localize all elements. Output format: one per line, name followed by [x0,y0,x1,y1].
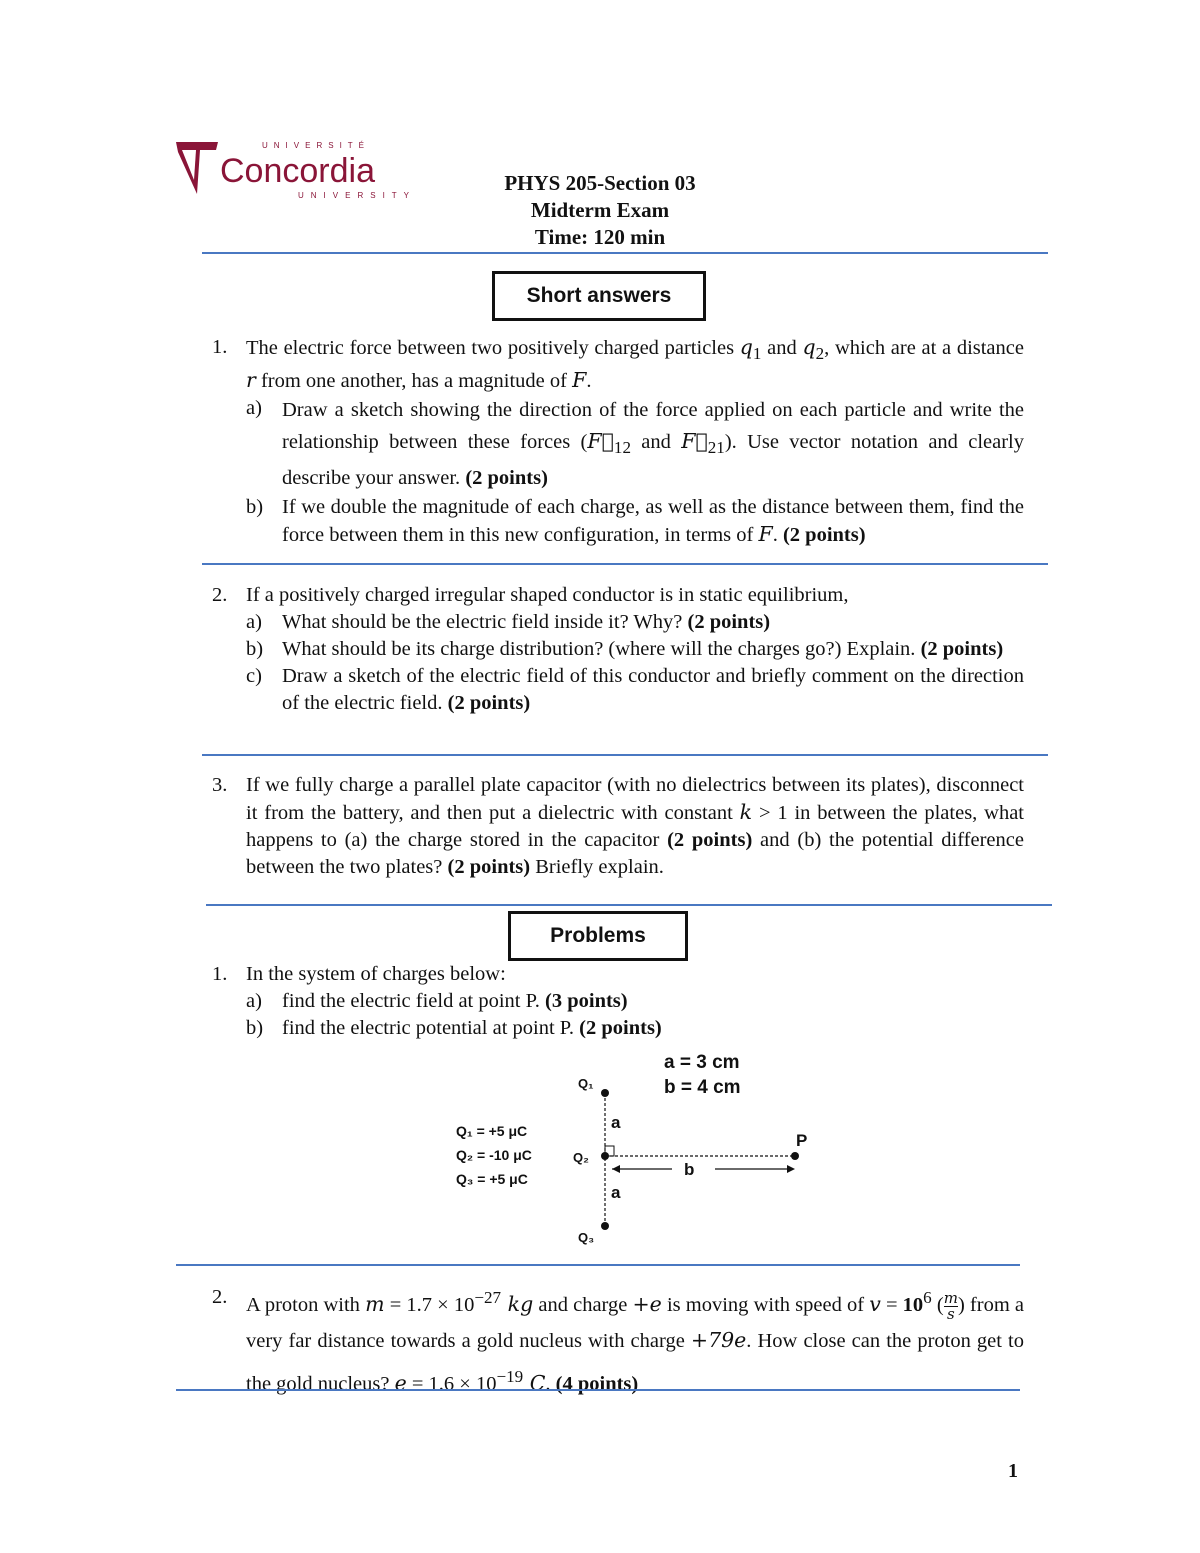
subquestion-text: find the electric potential at point P. (2 points) [282,1017,662,1039]
charge-q1 [601,1089,609,1097]
q2-label: Q₂ [573,1150,589,1165]
divider [206,904,1052,906]
arrow-right-icon [787,1165,795,1173]
question-text: If a positively charged irregular shaped conductor is in static equilibrium, [246,584,849,606]
short-answers-heading: Short answers [492,271,706,321]
short-question-1 [202,334,1024,549]
question-text: The electric force between two positively charged particles $q_1$ and $q_2$, which are at a distance r from one another, has a magnitude of F. [246,335,1024,393]
logo-name: Concordia [220,152,375,190]
page-number: 1 [1008,1460,1018,1482]
question-number: 2. [212,1286,228,1308]
arrow-left-icon [612,1165,620,1173]
question-number: 1. [212,336,228,358]
units-fraction: $\frac{m}{s}$ [943,1288,958,1323]
charge-q2 [601,1152,609,1160]
subquestion-label: b) [246,496,264,519]
short-question-3 [202,772,1024,881]
course-title: PHYS 205-Section 03 [504,171,696,195]
a-value: a = 3 cm [664,1052,740,1073]
q1-value: Q₁ = +5 μC [456,1123,528,1139]
subquestion-text: Draw a sketch of the electric field of this conductor and briefly comment on the direction of the electric field. (2 points) [282,665,1024,714]
a-upper-label: a [611,1113,621,1132]
logo-bottom-text: UNIVERSITY [298,191,417,200]
divider [202,563,1048,565]
problem-1 [202,961,1024,1042]
b-label: b [684,1160,695,1179]
exam-title: Midterm Exam [530,198,670,222]
divider [202,754,1048,756]
divider [202,252,1048,254]
q3-value: Q₃ = +5 μC [456,1171,528,1187]
subquestion-text: What should be the electric field inside it? Why? (2 points) [282,611,771,633]
exam-time: Time: 120 min [534,225,666,249]
exam-header [0,170,1200,251]
point-p [791,1152,799,1160]
subquestion-label: b) [246,638,264,660]
question-text: A proton with $m = 1.7 \times 10^{-27}$ kg and charge +e is moving with speed of $v = 10^6$ ( $\frac{m}{s}$ ) from a very far distance towards a gold nucleus with charge +79e. How close can the proton get to the gold nucleus? $e = 1.6 \times 10^{-19}$ C. (4 points) [246,1288,1025,1395]
subquestion-text: If we double the magnitude of each charge, as well as the distance between them, find the force between them in this new configuration, in terms of F. (2 points) [282,496,1024,547]
charge-q3 [601,1222,609,1230]
question-text: If we fully charge a parallel plate capacitor (with no dielectrics between its plates), disconnect it from the battery, and then put a dielectric with constant k > 1 in between the plates, what happens to (a) the charge stored in the capacitor (2 points) and (b) the potential difference between the two plates? (2 points) Briefly explain. [246,774,1024,878]
subquestion-label: b) [246,1017,264,1039]
q2-value: Q₂ = -10 μC [456,1147,532,1163]
question-number: 1. [212,963,228,985]
divider [176,1264,1020,1266]
logo-top-text: UNIVERSITÉ [262,141,371,150]
subquestion-text: What should be its charge distribution? (where will the charges go?) Explain. (2 points) [282,638,1004,660]
subquestion-text: find the electric field at point P. (3 points) [282,990,628,1012]
a-lower-label: a [611,1183,621,1202]
q3-label: Q₃ [578,1230,595,1245]
subquestion-text: Draw a sketch showing the direction of the force applied on each particle and write the relationship between these forces ($F⃗_{12}$ and $F⃗_{21}$). Use vector notation and clearly describe your answer. (2 points) [282,399,1024,490]
p-label: P [796,1131,808,1150]
subquestion-label: a) [246,397,262,420]
question-number: 3. [212,774,228,796]
question-text: In the system of charges below: [246,963,506,985]
subquestion-label: c) [246,665,262,687]
subquestion-label: a) [246,990,262,1012]
subquestion-label: a) [246,611,262,633]
problem-2 [202,1280,1024,1402]
short-question-2 [202,582,1024,717]
divider [176,1389,1020,1391]
q1-label: Q₁ [578,1076,594,1091]
charge-diagram [440,1048,820,1248]
question-number: 2. [212,584,228,606]
b-value: b = 4 cm [664,1077,741,1098]
problems-heading: Problems [508,911,688,961]
